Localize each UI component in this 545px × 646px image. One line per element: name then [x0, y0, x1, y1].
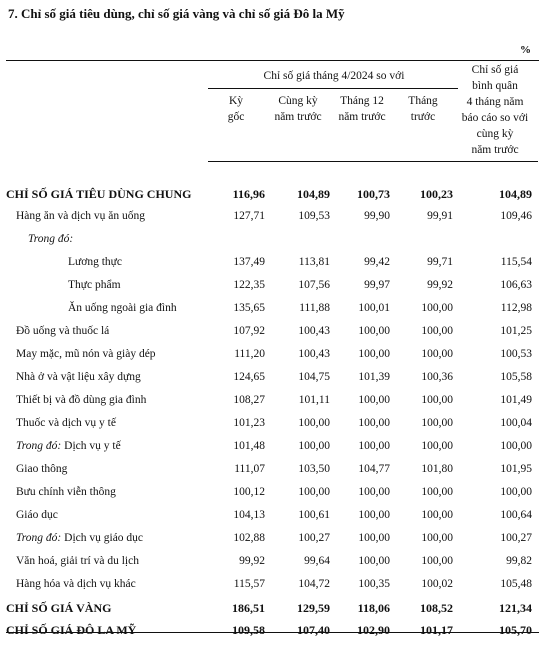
row-label — [16, 371, 141, 383]
row-label-text: Dịch vụ y tế — [64, 440, 121, 452]
cell-value: 100,00 — [358, 440, 390, 452]
table-row — [6, 322, 539, 344]
cell-value: 109,46 — [500, 210, 532, 222]
row-label-text: CHỈ SỐ GIÁ ĐÔ LA MỸ — [6, 623, 137, 637]
row-label-text: Nhà ở và vật liệu xây dựng — [16, 371, 141, 383]
cell-value: 99,82 — [506, 555, 532, 567]
cell-value: 99,97 — [364, 279, 390, 291]
table-row — [6, 437, 539, 459]
cell-value: 100,73 — [357, 187, 390, 201]
cell-value: 111,88 — [299, 302, 330, 314]
cell-value: 100,53 — [500, 348, 532, 360]
row-label-text: Trong đó: — [28, 233, 74, 245]
unit-label: % — [520, 44, 531, 56]
cell-value: 105,48 — [500, 578, 532, 590]
row-label — [16, 463, 67, 475]
row-label — [68, 302, 177, 314]
cell-value: 100,35 — [358, 578, 390, 590]
header-group-label: Chỉ số giá tháng 4/2024 so với — [263, 70, 405, 82]
cell-value: 113,81 — [298, 256, 330, 268]
cell-value: 99,92 — [427, 279, 453, 291]
cell-value: 100,00 — [421, 486, 453, 498]
row-label — [16, 348, 156, 360]
cell-value: 100,02 — [421, 578, 453, 590]
row-label-text: Hàng ăn và dịch vụ ăn uống — [16, 210, 146, 222]
row-label — [6, 623, 136, 638]
cell-value: 99,92 — [239, 555, 265, 567]
cell-value: 100,00 — [358, 486, 390, 498]
row-label — [16, 509, 58, 521]
row-label — [16, 210, 145, 222]
row-label — [16, 486, 116, 498]
cell-value: 104,89 — [297, 187, 330, 201]
cell-value: 129,59 — [297, 601, 330, 615]
row-label-text: Đồ uống và thuốc lá — [16, 325, 110, 337]
cell-value: 108,27 — [233, 394, 265, 406]
row-label — [16, 555, 139, 567]
row-label — [16, 440, 121, 452]
cell-value: 111,07 — [234, 463, 265, 475]
table-row — [6, 253, 539, 275]
cell-value: 100,43 — [298, 325, 330, 337]
cell-value: 100,00 — [298, 440, 330, 452]
row-label — [16, 394, 146, 406]
cell-value: 100,00 — [500, 440, 532, 452]
cell-value: 100,00 — [358, 509, 390, 521]
cell-value: 100,00 — [358, 325, 390, 337]
row-label-text: Giáo dục — [16, 509, 58, 521]
cell-value: 105,58 — [500, 371, 532, 383]
table-title: 7. Chỉ số giá tiêu dùng, chỉ số giá vàng và chỉ số giá Đô la Mỹ — [8, 6, 345, 21]
table-row — [6, 460, 539, 482]
header-col-december: Tháng 12 năm trước — [338, 95, 386, 123]
cell-value: 127,71 — [233, 210, 265, 222]
row-label — [16, 578, 136, 590]
cell-value: 100,64 — [500, 509, 532, 521]
table-top-rule — [6, 60, 539, 61]
cell-value: 100,00 — [298, 486, 330, 498]
cell-value: 107,56 — [298, 279, 330, 291]
cell-value: 101,48 — [233, 440, 265, 452]
cell-value: 100,00 — [358, 532, 390, 544]
row-label — [68, 256, 122, 268]
cell-value: 100,27 — [298, 532, 330, 544]
cell-value: 101,49 — [500, 394, 532, 406]
table-row — [6, 414, 539, 436]
cell-value: 106,63 — [500, 279, 532, 291]
cell-value: 100,04 — [500, 417, 532, 429]
cell-value: 99,64 — [304, 555, 330, 567]
cell-value: 116,96 — [232, 187, 265, 201]
table-row — [6, 552, 539, 574]
cell-value: 101,39 — [358, 371, 390, 383]
row-label — [16, 325, 109, 337]
row-label — [6, 601, 111, 616]
row-label-text: Thiết bị và đồ dùng gia đình — [16, 394, 147, 406]
row-label-text: Thuốc và dịch vụ y tế — [16, 417, 116, 429]
cell-value: 118,06 — [357, 601, 390, 615]
cell-value: 100,00 — [421, 509, 453, 521]
cell-value: 105,70 — [499, 623, 532, 637]
cell-value: 124,65 — [233, 371, 265, 383]
cell-value: 99,71 — [427, 256, 453, 268]
row-label-text: Lương thực — [68, 256, 122, 268]
cell-value: 186,51 — [232, 601, 265, 615]
row-label-text: CHỈ SỐ GIÁ TIÊU DÙNG CHUNG — [6, 187, 192, 201]
cell-value: 100,00 — [500, 486, 532, 498]
row-label-text: Ăn uống ngoài gia đình — [68, 302, 177, 314]
cell-value: 102,88 — [233, 532, 265, 544]
cell-value: 101,95 — [500, 463, 532, 475]
cell-value: 100,36 — [421, 371, 453, 383]
cell-value: 99,91 — [427, 210, 453, 222]
cell-value: 100,43 — [298, 348, 330, 360]
table-row — [6, 483, 539, 505]
cell-value: 101,17 — [420, 623, 453, 637]
row-label-text: Dịch vụ giáo dục — [64, 532, 144, 544]
cell-value: 100,00 — [421, 325, 453, 337]
table-row — [6, 368, 539, 390]
cell-value: 111,20 — [234, 348, 265, 360]
cell-value: 99,42 — [364, 256, 390, 268]
cell-value: 115,57 — [233, 578, 265, 590]
cell-value: 135,65 — [233, 302, 265, 314]
header-bottom-rule — [208, 161, 538, 162]
cell-value: 109,58 — [232, 623, 265, 637]
cell-value: 104,13 — [233, 509, 265, 521]
cell-value: 101,23 — [233, 417, 265, 429]
row-label-text: Văn hoá, giải trí và du lịch — [16, 555, 139, 567]
cell-value: 100,00 — [298, 417, 330, 429]
table-row — [6, 299, 539, 321]
cell-value: 104,75 — [298, 371, 330, 383]
table-row — [6, 345, 539, 367]
cell-value: 112,98 — [500, 302, 532, 314]
cell-value: 100,23 — [420, 187, 453, 201]
table-row — [6, 230, 539, 252]
cell-value: 101,80 — [421, 463, 453, 475]
row-label — [6, 187, 191, 202]
cell-value: 100,27 — [500, 532, 532, 544]
header-col-base: Kỳ gốc — [227, 95, 245, 123]
header-col-average: Chỉ số giá bình quân 4 tháng năm báo cáo so với cùng kỳ năm trước — [461, 64, 529, 156]
cell-value: 122,35 — [233, 279, 265, 291]
table-row — [6, 276, 539, 298]
cell-value: 100,00 — [421, 417, 453, 429]
row-label — [68, 279, 121, 291]
cell-value: 101,25 — [500, 325, 532, 337]
row-label-text: Bưu chính viễn thông — [16, 486, 116, 498]
cell-value: 99,90 — [364, 210, 390, 222]
cell-value: 104,72 — [298, 578, 330, 590]
table-row — [6, 391, 539, 413]
cell-value: 109,53 — [298, 210, 330, 222]
table-row — [6, 620, 539, 642]
cell-value: 100,01 — [358, 302, 390, 314]
table-row — [6, 184, 539, 206]
cell-value: 100,00 — [421, 555, 453, 567]
table-row — [6, 529, 539, 551]
cell-value: 103,50 — [298, 463, 330, 475]
header-col-previous-month: Tháng trước — [408, 95, 438, 123]
cell-value: 104,77 — [358, 463, 390, 475]
row-label — [16, 532, 143, 544]
cell-value: 107,40 — [297, 623, 330, 637]
cell-value: 100,00 — [421, 348, 453, 360]
table-row — [6, 506, 539, 528]
cell-value: 137,49 — [233, 256, 265, 268]
cell-value: 104,89 — [499, 187, 532, 201]
cell-value: 102,90 — [357, 623, 390, 637]
cell-value: 107,92 — [233, 325, 265, 337]
cell-value: 100,00 — [358, 394, 390, 406]
row-label-prefix: Trong đó: — [16, 440, 62, 452]
cell-value: 121,34 — [499, 601, 532, 615]
table-row — [6, 575, 539, 597]
row-label-text: May mặc, mũ nón và giày dép — [16, 348, 156, 360]
row-label-prefix: Trong đó: — [16, 532, 62, 544]
cell-value: 100,00 — [358, 555, 390, 567]
row-label-text: CHỈ SỐ GIÁ VÀNG — [6, 601, 112, 615]
row-label — [28, 233, 73, 245]
cell-value: 100,00 — [421, 440, 453, 452]
cell-value: 100,00 — [421, 302, 453, 314]
row-label — [16, 417, 116, 429]
cell-value: 100,00 — [421, 394, 453, 406]
row-label-text: Hàng hóa và dịch vụ khác — [16, 578, 136, 590]
cell-value: 100,12 — [233, 486, 265, 498]
cell-value: 115,54 — [500, 256, 532, 268]
cell-value: 100,00 — [358, 417, 390, 429]
cell-value: 100,00 — [421, 532, 453, 544]
row-label-text: Thực phẩm — [68, 279, 121, 291]
cell-value: 101,11 — [298, 394, 330, 406]
cell-value: 100,00 — [358, 348, 390, 360]
row-label-text: Giao thông — [16, 463, 68, 475]
cell-value: 108,52 — [420, 601, 453, 615]
table-row — [6, 598, 539, 620]
header-group-rule — [208, 88, 458, 89]
cell-value: 100,61 — [298, 509, 330, 521]
table-row — [6, 207, 539, 229]
table-bottom-rule — [6, 632, 539, 633]
header-col-same-period: Cùng kỳ năm trước — [274, 95, 322, 123]
